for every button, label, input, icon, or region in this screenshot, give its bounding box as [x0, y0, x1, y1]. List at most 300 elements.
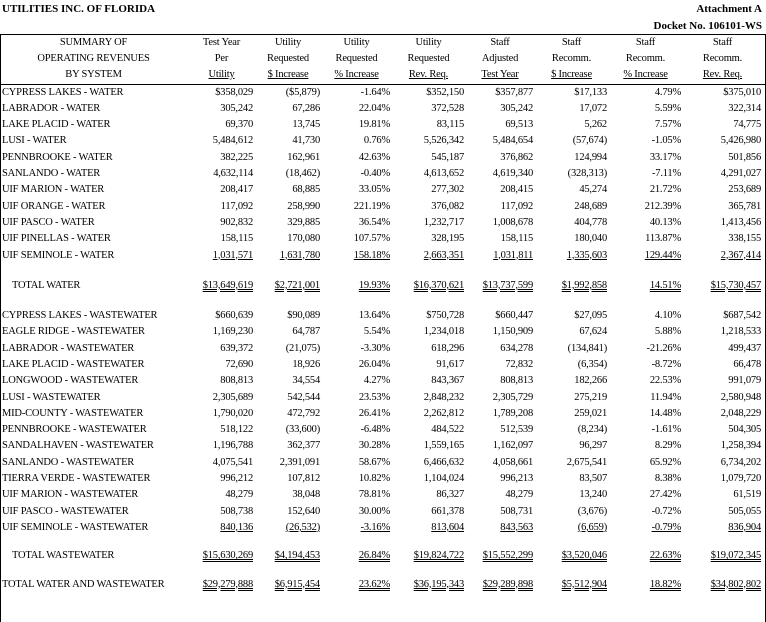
table-cell: 18.82% — [649, 578, 681, 590]
company-name: UTILITIES INC. OF FLORIDA — [2, 3, 156, 15]
table-cell: 843,367 — [431, 375, 464, 387]
table-cell: 96,297 — [579, 440, 607, 452]
table-row — [0, 471, 764, 487]
table-row — [0, 182, 764, 198]
table-cell: (18,462) — [285, 168, 320, 180]
system-name: SANLANDO - WATER — [2, 168, 101, 180]
table-cell: -1.61% — [651, 424, 681, 436]
table-cell: 61,519 — [733, 489, 761, 501]
table-cell: $13,649,619 — [202, 279, 253, 291]
table-cell: 5,526,342 — [423, 135, 464, 147]
table-cell: (328,313) — [567, 168, 607, 180]
column-header: Recomm. — [625, 52, 666, 64]
system-name: UIF PINELLAS - WATER — [2, 233, 111, 245]
table-cell: $375,010 — [723, 86, 761, 98]
table-cell: 275,219 — [574, 391, 607, 403]
table-cell: 322,314 — [728, 102, 761, 114]
column-header: BY SYSTEM — [65, 68, 122, 80]
table-cell: 1,008,678 — [492, 216, 533, 228]
system-name: TOTAL WASTEWATER — [12, 550, 115, 562]
table-cell: (3,676) — [577, 505, 607, 517]
column-header: Utility — [274, 37, 302, 48]
table-row — [0, 487, 764, 503]
revenue-summary-table — [0, 35, 764, 593]
table-cell: 518,122 — [220, 424, 253, 436]
table-cell: 19.81% — [358, 119, 390, 131]
table-cell: 83,115 — [436, 119, 464, 131]
system-name: LABRADOR - WATER — [2, 102, 101, 114]
table-cell: 661,378 — [431, 505, 464, 517]
table-cell: 208,415 — [500, 184, 533, 196]
table-cell: 13,240 — [579, 489, 607, 501]
table-cell: 4,632,114 — [213, 168, 253, 180]
table-cell: 72,690 — [225, 358, 253, 370]
table-cell: -1.64% — [360, 86, 390, 98]
table-cell: (26,532) — [285, 521, 320, 533]
table-cell: (33,600) — [285, 424, 320, 436]
table-cell: 259,021 — [574, 407, 607, 419]
column-header: % Increase — [623, 68, 668, 80]
table-cell: 13,745 — [292, 119, 320, 131]
table-cell: 2,367,414 — [720, 249, 761, 261]
column-header: Adjusted — [481, 52, 519, 64]
table-cell: 10.82% — [358, 473, 390, 485]
table-cell: 1,335,603 — [566, 249, 607, 261]
table-cell: 248,689 — [574, 200, 607, 212]
table-cell: 180,040 — [574, 233, 607, 245]
column-header: OPERATING REVENUES — [37, 52, 150, 64]
system-name: UIF PASCO - WASTEWATER — [2, 505, 129, 517]
table-cell: 813,604 — [431, 521, 464, 533]
table-cell: 305,242 — [220, 102, 253, 114]
table-cell: 258,990 — [287, 200, 320, 212]
table-cell: 78.81% — [358, 489, 390, 501]
table-row — [0, 438, 764, 454]
table-cell: 5,262 — [584, 119, 607, 131]
table-cell: 221.19% — [353, 200, 390, 212]
table-cell: 21.72% — [649, 184, 681, 196]
table-cell: $352,150 — [426, 86, 464, 98]
column-header: Rev. Req. — [408, 68, 449, 80]
table-cell: 484,522 — [431, 424, 464, 436]
table-cell: 69,370 — [225, 119, 253, 131]
table-cell: 5,426,980 — [720, 135, 761, 147]
table-cell: 117,092 — [500, 200, 533, 212]
system-name: UIF PASCO - WATER — [2, 216, 95, 228]
table-cell: 30.28% — [358, 440, 390, 452]
system-name: PENNBROOKE - WATER — [2, 151, 113, 163]
table-cell: 843,563 — [500, 521, 533, 533]
table-cell: (57,674) — [572, 135, 607, 147]
table-row — [0, 357, 764, 373]
table-cell: 26.04% — [358, 358, 390, 370]
column-header: % Increase — [334, 68, 379, 80]
table-cell: 329,885 — [287, 216, 320, 228]
table-cell: 1,031,811 — [493, 249, 533, 261]
table-cell: 338,155 — [728, 233, 761, 245]
table-cell: 4.10% — [654, 310, 681, 322]
column-header: Utility — [208, 68, 235, 80]
table-cell: 41,730 — [292, 135, 320, 147]
table-row — [0, 520, 764, 536]
table-cell: 208,417 — [220, 184, 253, 196]
table-cell: 305,242 — [500, 102, 533, 114]
table-cell: 33.17% — [649, 151, 681, 163]
table-cell: 26.41% — [358, 407, 390, 419]
table-cell: 1,079,720 — [720, 473, 761, 485]
table-cell: 129.44% — [644, 249, 681, 261]
table-cell: 1,162,097 — [492, 440, 533, 452]
table-cell: $34,802,802 — [710, 578, 761, 590]
column-header: Requested — [267, 52, 309, 64]
table-cell: -6.48% — [360, 424, 390, 436]
table-cell: -7.11% — [651, 168, 681, 180]
table-cell: 1,150,909 — [492, 326, 533, 338]
table-cell: 504,305 — [728, 424, 761, 436]
table-cell: 1,104,024 — [423, 473, 464, 485]
table-cell: 2,675,541 — [566, 456, 607, 468]
table-cell: -1.05% — [651, 135, 681, 147]
table-row — [0, 324, 764, 340]
table-cell: 1,258,394 — [720, 440, 761, 452]
table-cell: 8.29% — [654, 440, 681, 452]
spacer-row — [0, 294, 764, 308]
table-cell: -3.30% — [360, 342, 390, 354]
table-cell: 2,580,948 — [720, 391, 761, 403]
table-cell: 23.53% — [358, 391, 390, 403]
table-cell: 472,792 — [287, 407, 320, 419]
table-cell: 14.51% — [649, 279, 681, 291]
table-row — [0, 215, 764, 231]
table-row — [0, 247, 764, 263]
table-cell: $15,552,299 — [482, 550, 533, 562]
column-headers — [0, 35, 764, 82]
table-cell: 5,484,612 — [212, 135, 253, 147]
table-cell: -21.26% — [646, 342, 681, 354]
column-header: Recomm. — [702, 52, 743, 64]
table-cell: 58.67% — [358, 456, 390, 468]
table-cell: 48,279 — [225, 489, 253, 501]
table-cell: 64,787 — [292, 326, 320, 338]
table-cell: 277,302 — [431, 184, 464, 196]
table-cell: -8.72% — [651, 358, 681, 370]
table-cell: 501,856 — [728, 151, 761, 163]
column-header: Requested — [335, 52, 378, 64]
table-row — [0, 341, 764, 357]
table-row — [0, 198, 764, 214]
table-cell: 67,624 — [579, 326, 607, 338]
grand-total-row — [0, 576, 764, 592]
table-cell: 182,266 — [574, 375, 607, 387]
table-cell: 376,862 — [500, 151, 533, 163]
table-row — [0, 504, 764, 520]
system-name: UIF SEMINOLE - WASTEWATER — [2, 521, 149, 533]
column-header: Test Year — [481, 68, 519, 80]
table-cell: 1,169,230 — [212, 326, 253, 338]
table-row — [0, 308, 764, 324]
table-cell: 4.27% — [363, 375, 390, 387]
table-cell: 45,274 — [579, 184, 607, 196]
table-cell: 124,994 — [574, 151, 607, 163]
table-cell: 8.38% — [654, 473, 681, 485]
table-cell: 505,055 — [728, 505, 761, 517]
table-cell: 13.64% — [358, 310, 390, 322]
table-cell: 65.92% — [649, 456, 681, 468]
table-cell: 162,961 — [287, 151, 320, 163]
table-cell: 4,058,661 — [492, 456, 533, 468]
table-cell: $358,029 — [215, 86, 253, 98]
table-cell: 365,781 — [728, 200, 761, 212]
table-cell: 1,234,018 — [423, 326, 464, 338]
system-name: TOTAL WATER — [12, 279, 81, 291]
table-cell: 808,813 — [500, 375, 533, 387]
table-cell: (6,354) — [577, 358, 607, 370]
table-cell: 5.88% — [654, 326, 681, 338]
table-cell: 69,513 — [505, 119, 533, 131]
attachment-label: Attachment A — [696, 3, 762, 15]
table-cell: -0.40% — [360, 168, 390, 180]
table-cell: 836,904 — [728, 521, 761, 533]
table-cell: 2,305,729 — [492, 391, 533, 403]
total-water-row — [0, 278, 764, 294]
table-cell: 639,372 — [220, 342, 253, 354]
system-name: LONGWOOD - WASTEWATER — [2, 375, 139, 387]
table-cell: 991,079 — [728, 375, 761, 387]
table-row — [0, 117, 764, 133]
table-cell: 4,619,340 — [492, 168, 533, 180]
table-cell: 499,437 — [728, 342, 761, 354]
table-cell: 113.87% — [645, 233, 681, 245]
table-cell: 512,539 — [500, 424, 533, 436]
table-cell: $4,194,453 — [274, 550, 320, 562]
system-name: LAKE PLACID - WATER — [2, 119, 111, 131]
table-cell: $660,639 — [215, 310, 253, 322]
table-cell: 170,080 — [287, 233, 320, 245]
table-cell: 5,484,654 — [492, 135, 533, 147]
table-cell: 83,507 — [579, 473, 607, 485]
table-cell: 158.18% — [353, 249, 390, 261]
system-name: SANLANDO - WASTEWATER — [2, 456, 135, 468]
table-cell: 618,296 — [431, 342, 464, 354]
table-cell: $5,512,904 — [561, 578, 607, 590]
table-cell: 22.63% — [649, 550, 681, 562]
table-cell: 328,195 — [431, 233, 464, 245]
table-cell: $27,095 — [574, 310, 607, 322]
table-cell: 4,075,541 — [212, 456, 253, 468]
table-cell: $15,730,457 — [710, 279, 761, 291]
column-header: Utility — [343, 37, 370, 48]
column-header: Staff — [635, 37, 656, 48]
table-cell: 1,031,571 — [212, 249, 253, 261]
table-cell: 26.84% — [358, 550, 390, 562]
table-cell: 840,136 — [220, 521, 253, 533]
table-cell: 634,278 — [500, 342, 533, 354]
table-cell: $1,992,858 — [561, 279, 607, 291]
column-header: Utility — [415, 37, 442, 48]
table-cell: $16,370,621 — [413, 279, 464, 291]
table-row — [0, 406, 764, 422]
table-cell: 212.39% — [644, 200, 681, 212]
column-header: Staff — [561, 37, 582, 48]
table-cell: 508,731 — [500, 505, 533, 517]
spacer-row — [0, 264, 764, 278]
table-cell: 996,212 — [220, 473, 253, 485]
system-name: UIF MARION - WATER — [2, 184, 105, 196]
table-cell: 86,327 — [436, 489, 464, 501]
table-cell: (134,841) — [567, 342, 607, 354]
table-cell: 68,885 — [292, 184, 320, 196]
table-row — [0, 84, 764, 100]
table-cell: 1,413,456 — [720, 216, 761, 228]
table-cell: 2,305,689 — [212, 391, 253, 403]
table-cell: 22.53% — [649, 375, 681, 387]
table-cell: 0.76% — [363, 135, 390, 147]
table-cell: 158,115 — [220, 233, 253, 245]
table-cell: $357,877 — [495, 86, 533, 98]
table-cell: 7.57% — [654, 119, 681, 131]
column-header: Recomm. — [551, 52, 592, 64]
table-cell: 158,115 — [500, 233, 533, 245]
table-cell: 542,544 — [287, 391, 320, 403]
table-cell: 404,778 — [574, 216, 607, 228]
table-cell: 508,738 — [220, 505, 253, 517]
system-name: EAGLE RIDGE - WASTEWATER — [2, 326, 145, 338]
docket-number: Docket No. 106101-WS — [653, 20, 762, 32]
column-header: Rev. Req. — [702, 68, 743, 80]
system-name: TIERRA VERDE - WASTEWATER — [2, 473, 151, 485]
column-header: Test Year — [202, 37, 241, 48]
table-cell: 2,848,232 — [423, 391, 464, 403]
total-wastewater-row — [0, 548, 764, 564]
table-cell: 1,218,533 — [720, 326, 761, 338]
table-cell: 74,775 — [733, 119, 761, 131]
table-cell: 66,478 — [733, 358, 761, 370]
table-cell: 40.13% — [649, 216, 681, 228]
table-cell: 1,559,165 — [423, 440, 464, 452]
table-cell: 2,262,812 — [423, 407, 464, 419]
table-cell: 18,926 — [292, 358, 320, 370]
table-cell: (21,075) — [285, 342, 320, 354]
table-row — [0, 422, 764, 438]
table-cell: 152,640 — [287, 505, 320, 517]
table-cell: 2,391,091 — [279, 456, 320, 468]
column-header: $ Increase — [551, 68, 592, 80]
table-cell: 902,832 — [220, 216, 253, 228]
table-cell: 42.63% — [358, 151, 390, 163]
table-cell: $36,195,343 — [413, 578, 464, 590]
table-cell: 2,663,351 — [423, 249, 464, 261]
table-cell: 996,213 — [500, 473, 533, 485]
column-header: Per — [214, 52, 229, 64]
table-cell: 6,734,202 — [720, 456, 761, 468]
table-cell: 372,528 — [431, 102, 464, 114]
column-header: Staff — [712, 37, 733, 48]
table-cell: 382,225 — [220, 151, 253, 163]
table-cell: 4,613,652 — [423, 168, 464, 180]
table-cell: 2,048,229 — [720, 407, 761, 419]
table-cell: $19,072,345 — [710, 550, 761, 562]
system-name: TOTAL WATER AND WASTEWATER — [2, 578, 165, 590]
table-cell: 1,790,020 — [212, 407, 253, 419]
table-cell: 107,812 — [287, 473, 320, 485]
table-cell: $17,133 — [574, 86, 607, 98]
table-cell: 34,554 — [292, 375, 320, 387]
table-cell: (6,659) — [577, 521, 607, 533]
table-cell: -3.16% — [360, 521, 390, 533]
table-cell: $29,289,898 — [482, 578, 533, 590]
table-cell: $6,915,454 — [274, 578, 320, 590]
table-row — [0, 389, 764, 405]
column-header: Requested — [407, 52, 450, 64]
table-cell: $3,520,046 — [561, 550, 607, 562]
table-cell: 30.00% — [358, 505, 390, 517]
table-cell: ($5,879) — [285, 86, 320, 98]
table-cell: $750,728 — [426, 310, 464, 322]
system-name: CYPRESS LAKES - WASTEWATER — [2, 310, 158, 322]
table-cell: $660,447 — [495, 310, 533, 322]
table-cell: 72,832 — [505, 358, 533, 370]
system-name: UIF SEMINOLE - WATER — [2, 249, 115, 261]
table-cell: 48,279 — [505, 489, 533, 501]
table-cell: 1,789,208 — [492, 407, 533, 419]
table-cell: 4,291,027 — [720, 168, 761, 180]
table-cell: 5.59% — [654, 102, 681, 114]
table-cell: 1,631,780 — [279, 249, 320, 261]
system-name: PENNBROOKE - WASTEWATER — [2, 424, 147, 436]
table-cell: 117,092 — [220, 200, 253, 212]
system-name: CYPRESS LAKES - WATER — [2, 86, 124, 98]
table-body — [0, 82, 764, 592]
system-name: UIF MARION - WASTEWATER — [2, 489, 139, 501]
table-cell: 23.62% — [358, 578, 390, 590]
table-cell: 17,072 — [579, 102, 607, 114]
table-row — [0, 166, 764, 182]
system-name: SANDALHAVEN - WASTEWATER — [2, 440, 154, 452]
table-row — [0, 455, 764, 471]
table-cell: 4.79% — [654, 86, 681, 98]
system-name: LUSI - WATER — [2, 135, 67, 147]
table-cell: $2,721,001 — [274, 279, 320, 291]
table-cell: $687,542 — [723, 310, 761, 322]
spacer-row — [0, 564, 764, 576]
system-name: LABRADOR - WASTEWATER — [2, 342, 135, 354]
table-cell: 19.93% — [358, 279, 390, 291]
table-cell: 545,187 — [431, 151, 464, 163]
table-cell: 808,813 — [220, 375, 253, 387]
table-cell: 11.94% — [650, 391, 681, 403]
table-row — [0, 150, 764, 166]
table-cell: 91,617 — [436, 358, 464, 370]
system-name: UIF ORANGE - WATER — [2, 200, 106, 212]
column-header: Staff — [490, 37, 510, 48]
system-name: LUSI - WASTEWATER — [2, 391, 101, 403]
table-cell: 27.42% — [649, 489, 681, 501]
system-name: MID-COUNTY - WASTEWATER — [2, 407, 144, 419]
table-row — [0, 101, 764, 117]
table-cell: 1,196,788 — [212, 440, 253, 452]
table-cell: 67,286 — [292, 102, 320, 114]
table-cell: 5.54% — [363, 326, 390, 338]
table-cell: $15,630,269 — [202, 550, 253, 562]
table-cell: 38,048 — [292, 489, 320, 501]
table-row — [0, 231, 764, 247]
table-cell: 22.04% — [358, 102, 390, 114]
table-cell: 6,466,632 — [423, 456, 464, 468]
column-header: $ Increase — [267, 68, 309, 80]
table-cell: -0.72% — [651, 505, 681, 517]
table-cell: $90,089 — [287, 310, 320, 322]
table-cell: 36.54% — [358, 216, 390, 228]
